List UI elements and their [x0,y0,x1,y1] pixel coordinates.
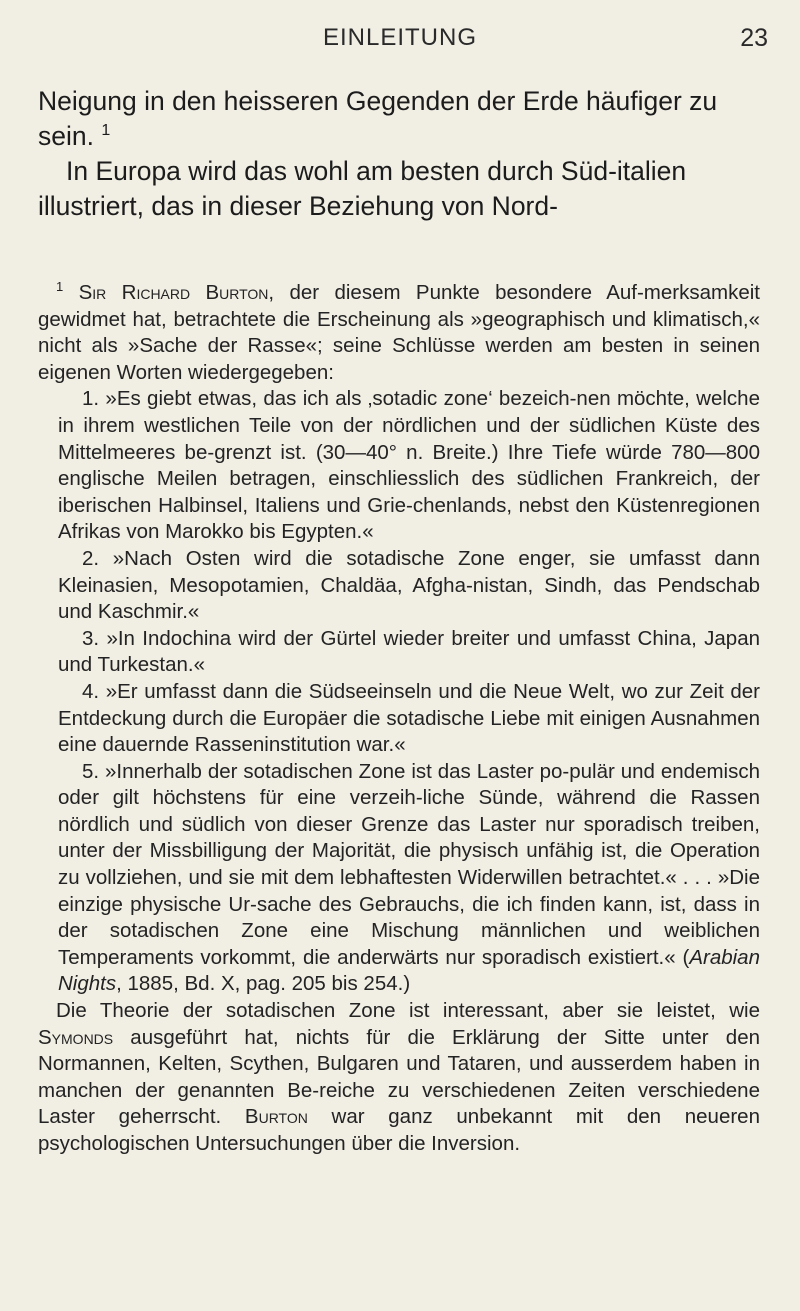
footnote-closing [38,998,760,1158]
closing-text: ausgeführt hat, nichts für die Erklärung der Sitte unter den Normannen, Kelten, Scythen, Bulgaren und Tataren, und ausserdem haben in manchen der genannten Be-reiche zu verschiedenen Zeiten verschiedene Laster geherrscht. [38,1025,760,1129]
author-name: Burton [244,1105,308,1129]
footnote [38,280,760,1158]
author-name: Symonds [38,1025,114,1049]
running-title: EINLEITUNG [322,24,478,51]
footnote-item [38,759,760,998]
footnote-intro [38,280,760,386]
main-text [38,84,760,224]
footnote-item: 2. »Nach Osten wird die sotadische Zone enger, sie umfasst dann Kleinasien, Mesopotamien, Chaldäa, Afgha-nistan, Sindh, das Pendschab und Kaschmir.« [58,546,760,624]
closing-text: war ganz unbekannt mit den neueren psychologischen Untersuchungen über die Inversion. [38,1105,760,1155]
author-name: Sir Richard Burton [78,281,269,304]
footnote-item-text: 5. »Innerhalb der sotadischen Zone ist das Laster po-pulär und endemisch oder gilt höchstens für eine verzeih-liche Sünde, während die Rassen nördlich und südlich von dieser Grenze das Laster nur sporadisch treiben, unter der Missbilligung der Majorität, die physisch unfähig ist, die Operation zu vollziehen, und sie mit dem lebhaftesten Widerwillen betrachtet.« . . . »Die einzige physische Ur-sache des Gebrauchs, die ich finden kann, ist, dass in der sotadischen Zone eine Mischung männlichen und weiblichen Temperaments vorkommt, die anderwärts nur sporadisch existiert.« ( [58,759,760,969]
main-paragraph: In Europa wird das wohl am besten durch Süd-italien illustriert, das in dieser Beziehung von Nord- [38,156,687,221]
footnote-item: 1. »Es giebt etwas, das ich als ‚sotadic zone‘ bezeich-nen möchte, welche in ihrem westlichen Teile von der nördlichen und der südlichen Küste des Mittelmeeres be-grenzt ist. (30—40° n. Breite.) Ihre Tiefe würde 780—800 englische Meilen betragen, einschliesslich des südlichen Frankreich, der iberischen Halbinsel, Italiens und Grie-chenlands, nebst den Küstenregionen Afrikas von Marokko bis Egypten.« [58,387,760,544]
footnote-item: 4. »Er umfasst dann die Südseeinseln und die Neue Welt, wo zur Zeit der Entdeckung durch die Europäer die sotadische Liebe mit einigen Ausnahmen eine dauernde Rasseninstitution war.« [58,679,760,757]
source-title: Arabian Nights [58,945,760,996]
running-head [0,22,800,56]
footnote-intro-text: , der diesem Punkte besondere Auf-merksamkeit gewidmet hat, betrachtete die Erscheinung als »geographisch und klimatisch,« nicht als »Sache der Rasse«; seine Schlüsse werden am besten in seinen eigenen Worten wiedergegeben: [38,281,760,384]
main-paragraph-text: Neigung in den heisseren Gegenden der Erde häufiger zu sein. [38,86,718,151]
footnote-reference: 1 [101,122,111,140]
page-number: 23 [740,24,768,52]
footnote-marker: 1 [56,279,64,295]
closing-text: Die Theorie der sotadischen Zone ist interessant, aber sie leistet, wie [56,999,760,1023]
source-details: , 1885, Bd. X, pag. 205 bis 254.) [116,972,411,996]
footnote-item: 3. »In Indochina wird der Gürtel wieder breiter und umfasst China, Japan und Turkestan.« [58,626,760,677]
main-paragraph [38,84,760,154]
